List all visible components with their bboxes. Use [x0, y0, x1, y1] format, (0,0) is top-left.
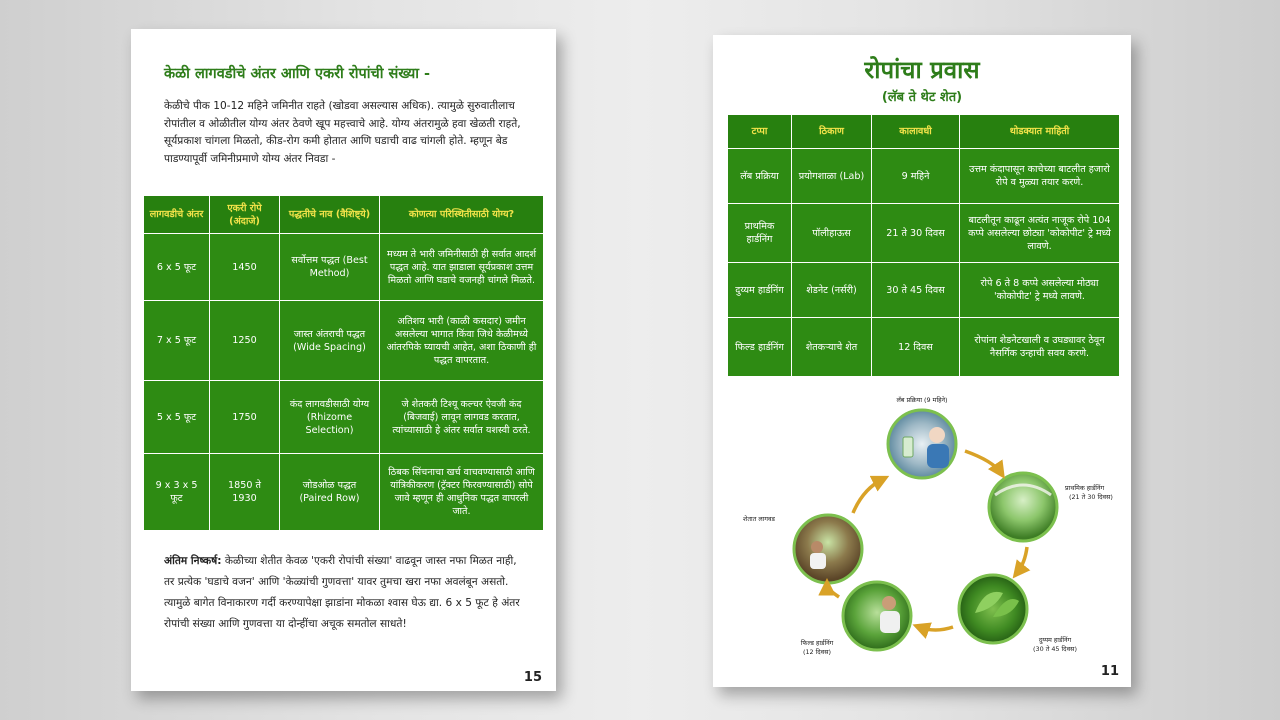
cell-suitability: जे शेतकरी टिश्यू कल्चर ऐवजी कंद (बिजवाई) लावून लागवड करतात, त्यांच्यासाठी हे अंतर सर्वात यशस्वी ठरते.: [380, 381, 544, 454]
cell-suitability: ठिबक सिंचनाचा खर्च वाचवण्यासाठी आणि यांत्रिकीकरण (ट्रॅक्टर फिरवण्यासाठी) सोपे जावे म्हणून ही आधुनिक पद्धत वापरली जाते.: [380, 454, 544, 531]
cell-spacing: 6 x 5 फूट: [144, 234, 210, 301]
conclusion-paragraph: [164, 551, 524, 635]
left-page-intro: केळीचे पीक 10-12 महिने जमिनीत राहते (खोडवा असल्यास अधिक). त्यामुळे सुरुवातीलाच रोपांतील व ओळीतील योग्य अंतर ठेवणे खूप महत्त्वाचे आहे. योग्य अंतरामुळे हवा खेळती राहते, सूर्यप्रकाश चांगला मिळतो, कीड-रोग कमी होतात आणि घडाची वाढ चांगली होते. म्हणून बेड पाडण्यापूर्वी जमिनीप्रमाणे योग्य अंतर निवडा -: [164, 100, 521, 165]
header-plants-per-acre: एकरी रोपे (अंदाजे): [210, 196, 280, 234]
table-row: [144, 301, 544, 381]
cell-suitability: अतिशय भारी (काळी कसदार) जमीन असलेल्या भागात किंवा जिथे केळीमध्ये आंतरपिके घ्यायची आहेत, अशा ठिकाणी ही पद्धत वापरतात.: [380, 301, 544, 381]
lab-worker-body: [927, 444, 949, 468]
journey-table: [727, 114, 1120, 377]
cycle-arrow: [1017, 547, 1027, 573]
cell-spacing: 7 x 5 फूट: [144, 301, 210, 381]
cycle-arrow: [827, 585, 839, 597]
header-summary: थोडक्यात माहिती: [960, 115, 1120, 149]
cell-summary: रोपे 6 ते 8 कप्पे असलेल्या मोठ्या 'कोकोपीट' ट्रे मध्ये लावणे.: [960, 263, 1120, 318]
journey-cycle-diagram: [713, 387, 1131, 667]
left-page-title: केळी लागवडीचे अंतर आणि एकरी रोपांची संख्या -: [164, 66, 431, 82]
left-page: [131, 29, 556, 691]
conclusion-label: अंतिम निष्कर्ष:: [164, 555, 222, 567]
cycle-sublabel-primary: (21 ते 30 दिवस): [1069, 493, 1113, 501]
cell-method: जास्त अंतराची पद्धत (Wide Spacing): [280, 301, 380, 381]
cycle-sublabel-field: (12 दिवस): [802, 648, 832, 656]
cell-duration: 21 ते 30 दिवस: [872, 204, 960, 263]
cycle-arrow: [853, 479, 883, 513]
header-stage: टप्पा: [728, 115, 792, 149]
cell-summary: रोपांना शेडनेटखाली व उघड्यावर ठेवून नैसर्गिक उन्हाची सवय करणे.: [960, 318, 1120, 377]
header-spacing: लागवडीचे अंतर: [144, 196, 210, 234]
cycle-label-secondary: दुय्यम हार्डनिंग: [1038, 636, 1072, 644]
cell-method: जोडओळ पद्धत (Paired Row): [280, 454, 380, 531]
spacing-table: [143, 195, 544, 531]
table-row: [728, 149, 1120, 204]
planting-stage-photo: [794, 515, 862, 583]
cell-location: शेतकऱ्याचे शेत: [792, 318, 872, 377]
cell-summary: उत्तम कंदापासून काचेच्या बाटलीत हजारो रोपे व मुळ्या तयार करणे.: [960, 149, 1120, 204]
cycle-label-lab: लॅब प्रक्रिया (9 महिने): [896, 396, 948, 404]
cell-method: सर्वोत्तम पद्धत (Best Method): [280, 234, 380, 301]
cell-duration: 12 दिवस: [872, 318, 960, 377]
field-hardening-photo: [843, 582, 911, 650]
cell-summary: बाटलीतून काढून अत्यंत नाजूक रोपे 104 कप्पे असलेल्या छोट्या 'कोकोपीट' ट्रे मध्ये लावणे.: [960, 204, 1120, 263]
cell-stage: दुय्यम हार्डनिंग: [728, 263, 792, 318]
page-number: 15: [523, 670, 542, 685]
cell-plants: 1750: [210, 381, 280, 454]
table-row: [144, 381, 544, 454]
cell-plants: 1850 ते 1930: [210, 454, 280, 531]
table-row: [144, 454, 544, 531]
cycle-sublabel-secondary: (30 ते 45 दिवस): [1033, 645, 1077, 653]
cell-spacing: 5 x 5 फूट: [144, 381, 210, 454]
secondary-hardening-photo: [959, 575, 1027, 643]
farmer-body: [880, 611, 900, 633]
page-number: 11: [1100, 664, 1119, 679]
header-method-name: पद्धतीचे नाव (वैशिष्ट्ये): [280, 196, 380, 234]
table-row: [144, 234, 544, 301]
cell-plants: 1450: [210, 234, 280, 301]
table-header-row: [728, 115, 1120, 149]
table-row: [728, 318, 1120, 377]
cell-plants: 1250: [210, 301, 280, 381]
right-page-subtitle: (लॅब ते थेट शेत): [881, 90, 963, 105]
conclusion-text: केळीच्या शेतीत केवळ 'एकरी रोपांची संख्या' वाढवून जास्त नफा मिळत नाही, तर प्रत्येक 'घडाचे वजन' आणि 'केळ्यांची गुणवत्ता' यावर तुमचा खरा नफा अवलंबून असतो. त्यामुळे बागेत विनाकारण गर्दी करण्यापेक्षा झाडांना मोकळा श्वास घेऊ द्या. 6 x 5 फूट हे अंतर रोपांची संख्या आणि गुणवत्ता या दोन्हींचा अचूक समतोल साधते!: [164, 555, 520, 630]
planter-body: [810, 553, 826, 569]
table-row: [728, 204, 1120, 263]
cell-method: कंद लागवडीसाठी योग्य (Rhizome Selection): [280, 381, 380, 454]
cell-stage: फिल्ड हार्डनिंग: [728, 318, 792, 377]
cell-stage: लॅब प्रक्रिया: [728, 149, 792, 204]
cycle-label-primary: प्राथमिक हार्डनिंग: [1065, 484, 1105, 492]
right-page-title: रोपांचा प्रवास: [864, 56, 980, 84]
cell-duration: 9 महिने: [872, 149, 960, 204]
cell-suitability: मध्यम ते भारी जमिनीसाठी ही सर्वात आदर्श पद्धत आहे. यात झाडाला सूर्यप्रकाश उत्तम मिळतो आणि घडाचे वजनही चांगले मिळते.: [380, 234, 544, 301]
cell-stage: प्राथमिक हार्डनिंग: [728, 204, 792, 263]
cell-spacing: 9 x 3 x 5 फूट: [144, 454, 210, 531]
table-row: [728, 263, 1120, 318]
cycle-arrow: [919, 627, 953, 630]
planter-figure: [811, 541, 823, 553]
cycle-label-planting: शेतात लागवड: [743, 515, 775, 523]
lab-worker-figure: [929, 427, 945, 443]
cycle-label-field: फिल्ड हार्डनिंग: [800, 639, 834, 647]
header-location: ठिकाण: [792, 115, 872, 149]
cell-location: पॉलीहाऊस: [792, 204, 872, 263]
cell-location: शेडनेट (नर्सरी): [792, 263, 872, 318]
lab-bottle: [903, 437, 913, 457]
header-suitability: कोणत्या परिस्थितीसाठी योग्य?: [380, 196, 544, 234]
right-page: [713, 35, 1131, 687]
farmer-figure: [882, 596, 896, 610]
cell-location: प्रयोगशाळा (Lab): [792, 149, 872, 204]
cycle-arrow: [965, 451, 1001, 473]
header-duration: कालावधी: [872, 115, 960, 149]
table-header-row: [144, 196, 544, 234]
cell-duration: 30 ते 45 दिवस: [872, 263, 960, 318]
primary-hardening-photo: [989, 473, 1057, 541]
lab-stage-photo: [888, 410, 956, 478]
